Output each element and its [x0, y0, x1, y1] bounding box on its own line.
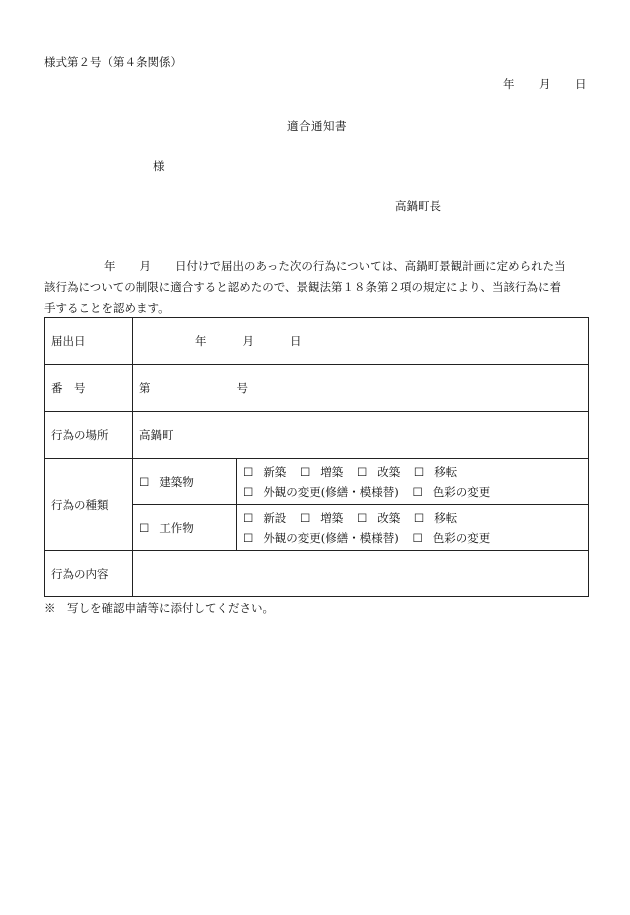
header-date: [503, 76, 587, 92]
checkbox[interactable]: ☐: [299, 464, 311, 479]
body-text-line1: 日付けで届出のあった次の行為については、高鍋町景観計画に定められた当: [175, 259, 566, 273]
content-label: 行為の内容: [45, 551, 133, 597]
body-month: 月: [139, 259, 151, 273]
building-checkbox[interactable]: ☐: [139, 474, 150, 489]
filing-month: 月: [242, 334, 254, 348]
footnote: ※ 写しを確認申請等に添付してください。: [44, 601, 274, 615]
checkbox[interactable]: ☐: [299, 510, 311, 525]
checkbox[interactable]: ☐: [412, 530, 423, 545]
body-text-line3: 手することを認めます。: [44, 301, 170, 315]
type-label: 行為の種類: [45, 459, 133, 551]
form-number: 様式第２号（第４条関係）: [44, 55, 182, 69]
table-row: [45, 318, 589, 365]
body-text-line2: 該行為についての制限に適合すると認めたので、景観法第１８条第２項の規定により、当該行為に着: [44, 280, 562, 294]
checkbox[interactable]: ☐: [243, 464, 254, 479]
building-new: 新築: [263, 464, 287, 479]
filing-day: 日: [290, 334, 302, 348]
checkbox[interactable]: ☐: [356, 510, 368, 525]
number-field: [133, 365, 589, 412]
body-year: 年: [104, 259, 116, 273]
structure-relocate: 移転: [434, 510, 458, 525]
building-extend: 増築: [320, 464, 344, 479]
table-row: [45, 459, 589, 505]
header-year: 年: [503, 77, 515, 91]
location-label: 行為の場所: [45, 412, 133, 459]
building-color: 色彩の変更: [432, 484, 491, 499]
recipient-suffix: 様: [153, 159, 165, 173]
checkbox[interactable]: ☐: [243, 510, 254, 525]
table-row: [45, 412, 589, 459]
header-month: 月: [539, 77, 551, 91]
building-subtypes: [237, 459, 589, 505]
structure-label: 工作物: [159, 520, 194, 535]
filing-date-label: 届出日: [45, 318, 133, 365]
filing-year: 年: [195, 334, 207, 348]
structure-color: 色彩の変更: [432, 530, 491, 545]
structure-exterior: 外観の変更(修繕・模様替): [263, 530, 399, 545]
structure-option[interactable]: [133, 505, 237, 551]
checkbox[interactable]: ☐: [413, 510, 425, 525]
number-label: 番 号: [45, 365, 133, 412]
checkbox[interactable]: ☐: [243, 484, 254, 499]
number-suffix: 号: [236, 381, 248, 395]
checkbox[interactable]: ☐: [413, 464, 425, 479]
table-row: [45, 551, 589, 597]
sender: 高鍋町長: [395, 199, 441, 213]
building-exterior: 外観の変更(修繕・模様替): [263, 484, 399, 499]
filing-date-field: [133, 318, 589, 365]
building-label: 建築物: [159, 474, 194, 489]
structure-rebuild: 改築: [377, 510, 401, 525]
info-table: [44, 317, 589, 597]
building-option[interactable]: [133, 459, 237, 505]
header-day: 日: [575, 77, 587, 91]
content-field[interactable]: [133, 551, 589, 597]
table-row: [45, 365, 589, 412]
body-text: [44, 256, 588, 319]
document-title: 適合通知書: [287, 119, 347, 133]
checkbox[interactable]: ☐: [412, 484, 423, 499]
structure-extend: 増築: [320, 510, 344, 525]
number-prefix: 第: [139, 381, 151, 395]
structure-subtypes: [237, 505, 589, 551]
checkbox[interactable]: ☐: [356, 464, 368, 479]
structure-checkbox[interactable]: ☐: [139, 520, 150, 535]
building-rebuild: 改築: [377, 464, 401, 479]
building-relocate: 移転: [434, 464, 458, 479]
checkbox[interactable]: ☐: [243, 530, 254, 545]
structure-new: 新設: [263, 510, 287, 525]
location-value: 高鍋町: [133, 412, 589, 459]
